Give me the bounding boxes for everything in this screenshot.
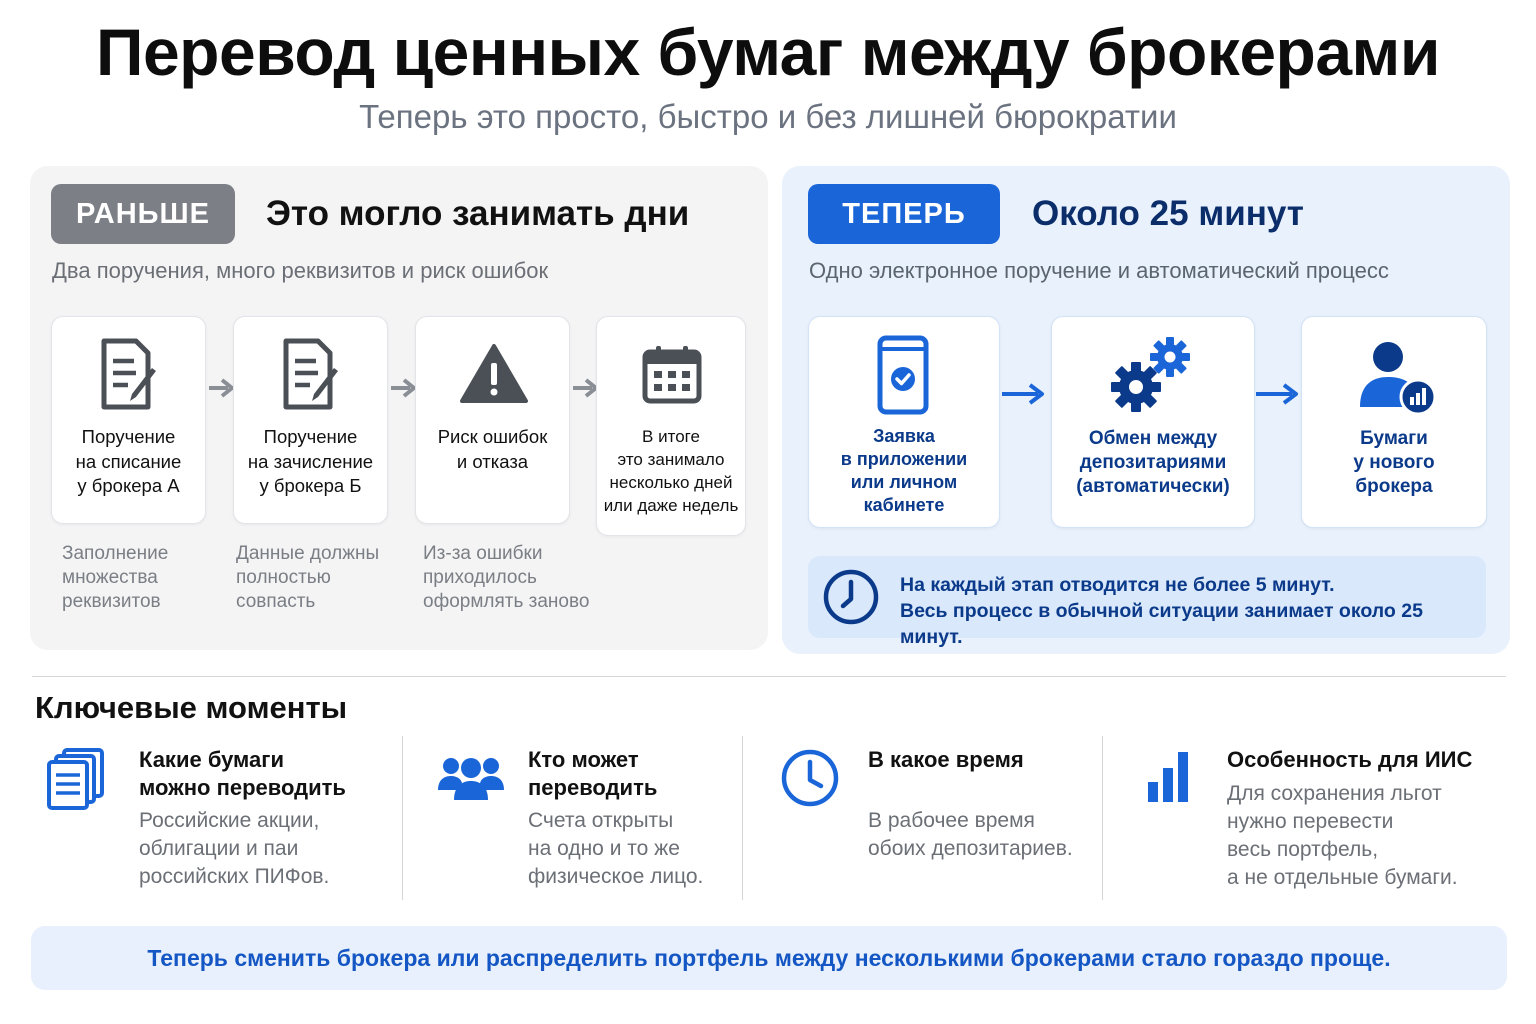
after-step-card [1301, 316, 1487, 528]
documents-icon [46, 748, 106, 812]
before-badge: РАНЬШЕ [51, 184, 235, 244]
page-title: Перевод ценных бумаг между брокерами [96, 15, 1440, 89]
key-point-heading: Кто может переводить [528, 747, 658, 800]
timing-text: На каждый этап отводится не более 5 минут. Весь процесс в обычной ситуации занимает около 25 минут. [900, 574, 1423, 648]
before-step-card [415, 316, 570, 524]
key-point-heading: В какое время [868, 747, 1024, 772]
after-step-text: Заявка в приложении или личном кабинете [840, 426, 968, 515]
after-panel [782, 166, 1510, 654]
after-step-text: Обмен между депозитариями (автоматически) [1076, 428, 1230, 497]
key-point-body: Счета открыты на одно и то же физическое лицо. [528, 809, 704, 888]
gears-icon [1106, 335, 1198, 415]
clock-icon [822, 568, 880, 626]
document-pen-icon [278, 337, 346, 413]
before-step-text: В итоге это занимало несколько дней или даже недель [603, 427, 739, 515]
page-subtitle: Теперь это просто, быстро и без лишней бюрократии [359, 98, 1177, 135]
bar-chart-icon [1146, 750, 1192, 804]
before-panel [30, 166, 768, 650]
before-headline: Это могло занимать дни [266, 194, 690, 233]
after-headline: Около 25 минут [1032, 194, 1304, 233]
vertical-separator [1102, 736, 1103, 900]
after-step-card [808, 316, 1000, 528]
user-chart-icon [1356, 339, 1440, 419]
key-point-body: Для сохранения льгот нужно перевести весь портфель, а не отдельные бумаги. [1227, 782, 1458, 889]
warning-icon [459, 343, 529, 405]
before-step-text: Поручение на списание у брокера А [75, 426, 182, 496]
calendar-icon [641, 343, 703, 405]
arrow-right-icon [388, 376, 418, 400]
key-point-body: Российские акции, облигации и паи российских ПИФов. [139, 809, 330, 888]
document-pen-icon [96, 337, 164, 413]
key-point-heading: Какие бумаги можно переводить [139, 747, 346, 800]
key-points-title: Ключевые моменты [35, 690, 348, 725]
arrow-right-icon [206, 376, 236, 400]
before-description: Два поручения, много реквизитов и риск ошибок [52, 258, 549, 283]
before-note: Заполнение множества реквизитов [62, 543, 169, 612]
before-step-text: Поручение на зачисление у брокера Б [247, 426, 374, 496]
before-note: Данные должны полностью совпасть [236, 543, 380, 612]
vertical-separator [742, 736, 743, 900]
footer-banner: Теперь сменить брокера или распределить портфель между несколькими брокерами стало гораздо проще. [31, 926, 1507, 990]
before-step-card [233, 316, 388, 524]
key-point-heading: Особенность для ИИС [1227, 747, 1473, 772]
section-divider [32, 676, 1506, 677]
key-point-body: В рабочее время обоих депозитариев. [868, 809, 1073, 860]
arrow-right-icon [1000, 380, 1048, 408]
people-icon [438, 754, 504, 804]
phone-check-icon [877, 335, 929, 415]
before-step-card [596, 316, 746, 536]
clock-icon [780, 748, 840, 808]
timing-info-box [808, 556, 1486, 648]
vertical-separator [402, 736, 403, 900]
arrow-right-icon [1254, 380, 1302, 408]
after-description: Одно электронное поручение и автоматический процесс [809, 258, 1389, 283]
after-badge: ТЕПЕРЬ [808, 184, 1000, 244]
before-step-text: Риск ошибок и отказа [437, 426, 548, 472]
after-step-text: Бумаги у нового брокера [1353, 428, 1435, 497]
before-note: Из-за ошибки приходилось оформлять заново [423, 543, 590, 612]
before-step-card [51, 316, 206, 524]
after-step-card [1051, 316, 1255, 528]
